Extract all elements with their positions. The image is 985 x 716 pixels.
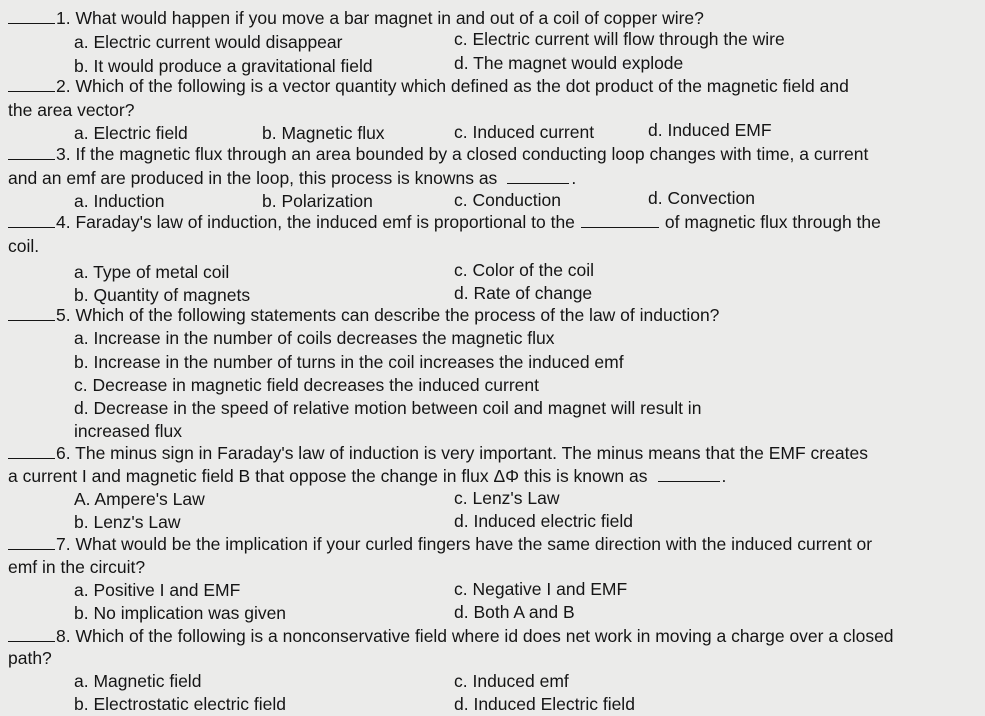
question-8	[8, 626, 894, 646]
q5-option-a: a. Increase in the number of coils decreases the magnetic flux	[74, 328, 555, 348]
q6-option-b: b. Lenz's Law	[74, 512, 181, 532]
q1-option-d: d. The magnet would explode	[454, 53, 684, 73]
q4-option-c: c. Color of the coil	[454, 260, 595, 280]
q3-option-a: a. Induction	[74, 191, 165, 211]
question-7-text: 7. What would be the implication if your curled fingers have the same direction with the induced current or	[56, 534, 873, 554]
question-3	[8, 144, 868, 164]
question-5	[8, 305, 719, 325]
question-3-text: 3. If the magnetic flux through an area bounded by a closed conducting loop changes with time, a current	[56, 144, 869, 164]
q7-option-a: a. Positive I and EMF	[74, 580, 241, 600]
answer-blank-8[interactable]	[8, 627, 55, 642]
question-3-period: .	[571, 168, 577, 188]
question-8-line-2: path?	[8, 648, 52, 668]
question-3-line-2	[8, 168, 576, 188]
question-7	[8, 534, 872, 554]
q8-option-a: a. Magnetic field	[74, 671, 202, 691]
q7-option-b: b. No implication was given	[74, 603, 287, 623]
q3-option-b: b. Polarization	[262, 191, 373, 211]
q6-option-d: d. Induced electric field	[454, 511, 633, 531]
q2-option-a: a. Electric field	[74, 123, 188, 143]
q1-option-a: a. Electric current would disappear	[74, 32, 343, 52]
answer-blank-1[interactable]	[8, 9, 55, 24]
q8-option-b: b. Electrostatic electric field	[74, 694, 287, 714]
q7-option-d: d. Both A and B	[454, 602, 575, 622]
fill-blank-6[interactable]	[658, 467, 720, 482]
q2-option-d: d. Induced EMF	[648, 120, 772, 140]
q5-option-d: d. Decrease in the speed of relative motion between coil and magnet will result in	[74, 398, 702, 418]
answer-blank-4[interactable]	[8, 213, 55, 228]
q2-option-c: c. Induced current	[454, 122, 595, 142]
q4-option-d: d. Rate of change	[454, 283, 593, 303]
question-4-line-2: coil.	[8, 236, 40, 256]
question-6-text: 6. The minus sign in Faraday's law of induction is very important. The minus means that the EMF creates	[56, 443, 868, 463]
q5-option-c: c. Decrease in magnetic field decreases the induced current	[74, 375, 539, 395]
question-6-period: .	[721, 466, 727, 486]
q4-option-a: a. Type of metal coil	[74, 262, 230, 282]
answer-blank-5[interactable]	[8, 306, 55, 321]
q8-option-d: d. Induced Electric field	[454, 694, 635, 714]
answer-blank-2[interactable]	[8, 77, 55, 92]
q6-option-a: A. Ampere's Law	[74, 489, 205, 509]
answer-blank-7[interactable]	[8, 535, 55, 550]
q2-option-b: b. Magnetic flux	[262, 123, 385, 143]
question-6-line-2-text: a current I and magnetic field B that oppose the change in flux ΔΦ this is known as	[8, 466, 648, 486]
question-4	[8, 212, 881, 232]
q5-option-b: b. Increase in the number of turns in the coil increases the induced emf	[74, 352, 624, 372]
fill-blank-3[interactable]	[507, 169, 569, 184]
answer-blank-6[interactable]	[8, 444, 55, 459]
q3-option-c: c. Conduction	[454, 190, 562, 210]
q1-option-b: b. It would produce a gravitational field	[74, 56, 373, 76]
answer-blank-3[interactable]	[8, 145, 55, 160]
q8-option-c: c. Induced emf	[454, 671, 569, 691]
q3-option-d: d. Convection	[648, 188, 756, 208]
q4-option-b: b. Quantity of magnets	[74, 285, 251, 305]
question-7-line-2: emf in the circuit?	[8, 557, 146, 577]
question-2-line-2: the area vector?	[8, 100, 135, 120]
q6-option-c: c. Lenz's Law	[454, 488, 560, 508]
question-5-text: 5. Which of the following statements can describe the process of the law of induction?	[56, 305, 720, 325]
question-1-text: 1. What would happen if you move a bar magnet in and out of a coil of copper wire?	[56, 8, 704, 28]
question-2	[8, 76, 849, 96]
question-6	[8, 443, 868, 463]
q1-option-c: c. Electric current will flow through the wire	[454, 29, 785, 49]
question-4-text: 4. Faraday's law of induction, the induced emf is proportional to the	[56, 212, 575, 232]
question-2-text: 2. Which of the following is a vector quantity which defined as the dot product of the magnetic field and	[56, 76, 849, 96]
question-4-text-end: of magnetic flux through the	[664, 212, 881, 232]
q7-option-c: c. Negative I and EMF	[454, 579, 628, 599]
question-3-line-2-text: and an emf are produced in the loop, this process is knowns as	[8, 168, 498, 188]
question-6-line-2	[8, 466, 726, 486]
fill-blank-4[interactable]	[581, 213, 659, 228]
question-1	[8, 8, 704, 28]
q5-option-d-line-2: increased flux	[74, 421, 182, 441]
question-8-text: 8. Which of the following is a nonconservative field where id does net work in moving a charge over a closed	[56, 626, 894, 646]
